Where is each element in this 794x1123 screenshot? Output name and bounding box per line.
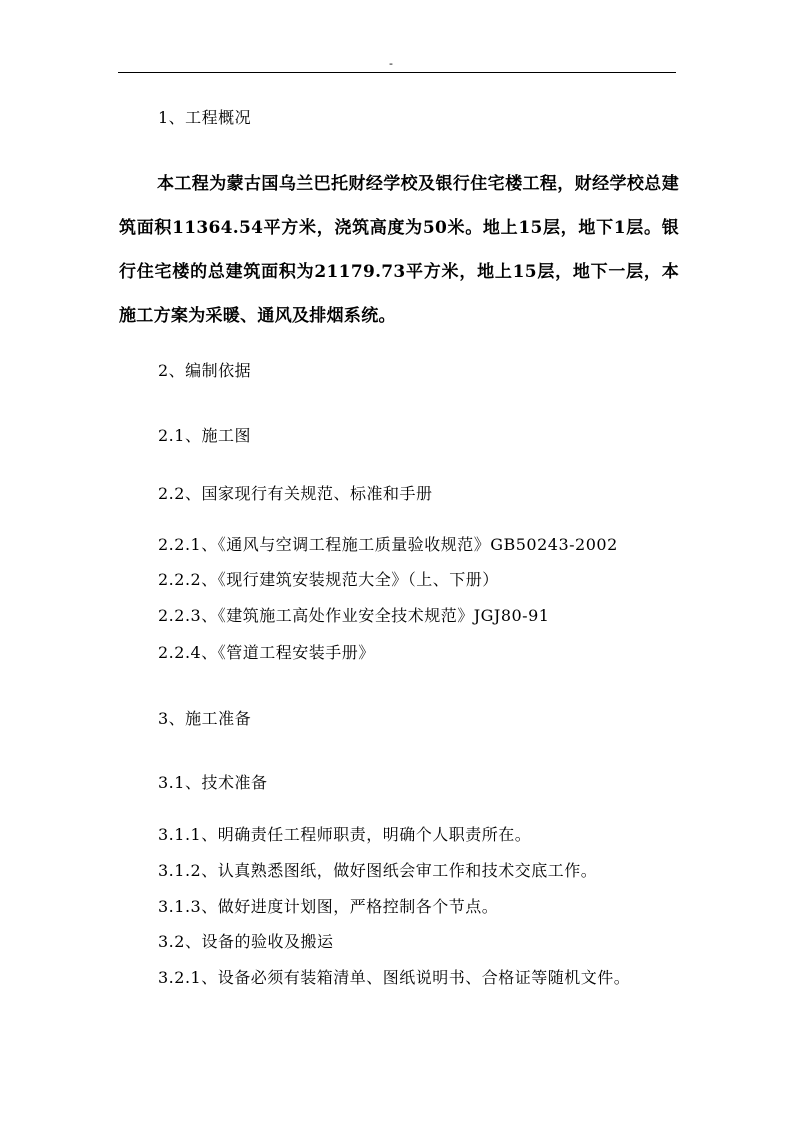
section-3-2-1: 3.2.1、设备必须有装箱清单、图纸说明书、合格证等随机文件。 xyxy=(158,968,631,987)
header-rule xyxy=(118,72,676,73)
section-2-2-2: 2.2.2、《现行建筑安装规范大全》（上、下册） xyxy=(158,570,499,589)
section-2-2-3: 2.2.3、《建筑施工高处作业安全技术规范》JGJ80-91 xyxy=(158,606,550,625)
section-3-1: 3.1、技术准备 xyxy=(158,773,268,792)
section-3-1-2: 3.1.2、认真熟悉图纸，做好图纸会审工作和技术交底工作。 xyxy=(158,861,598,880)
section-1-body: 本工程为蒙古国乌兰巴托财经学校及银行住宅楼工程，财经学校总建筑面积11364.54平方米，浇筑高度为50米。地上15层，地下1层。银行住宅楼的总建筑面积为21179.73平方米，地上15层，地下一层，本施工方案为采暖、通风及排烟系统。 xyxy=(119,174,679,326)
section-2-2-1: 2.2.1、《通风与空调工程施工质量验收规范》GB50243-2002 xyxy=(158,535,618,554)
section-2-heading: 2、编制依据 xyxy=(158,361,252,380)
header-mark: - xyxy=(389,57,393,70)
section-1-heading: 1、工程概况 xyxy=(158,108,252,127)
section-2-2-4: 2.2.4、《管道工程安装手册》 xyxy=(158,643,375,662)
section-3-heading: 3、施工准备 xyxy=(158,709,252,728)
section-2-1: 2.1、施工图 xyxy=(158,426,251,445)
section-2-2: 2.2、国家现行有关规范、标准和手册 xyxy=(158,484,433,503)
section-3-1-1: 3.1.1、明确责任工程师职责，明确个人职责所在。 xyxy=(158,825,532,844)
section-3-2: 3.2、设备的验收及搬运 xyxy=(158,932,334,951)
section-3-1-3: 3.1.3、做好进度计划图，严格控制各个节点。 xyxy=(158,897,499,916)
